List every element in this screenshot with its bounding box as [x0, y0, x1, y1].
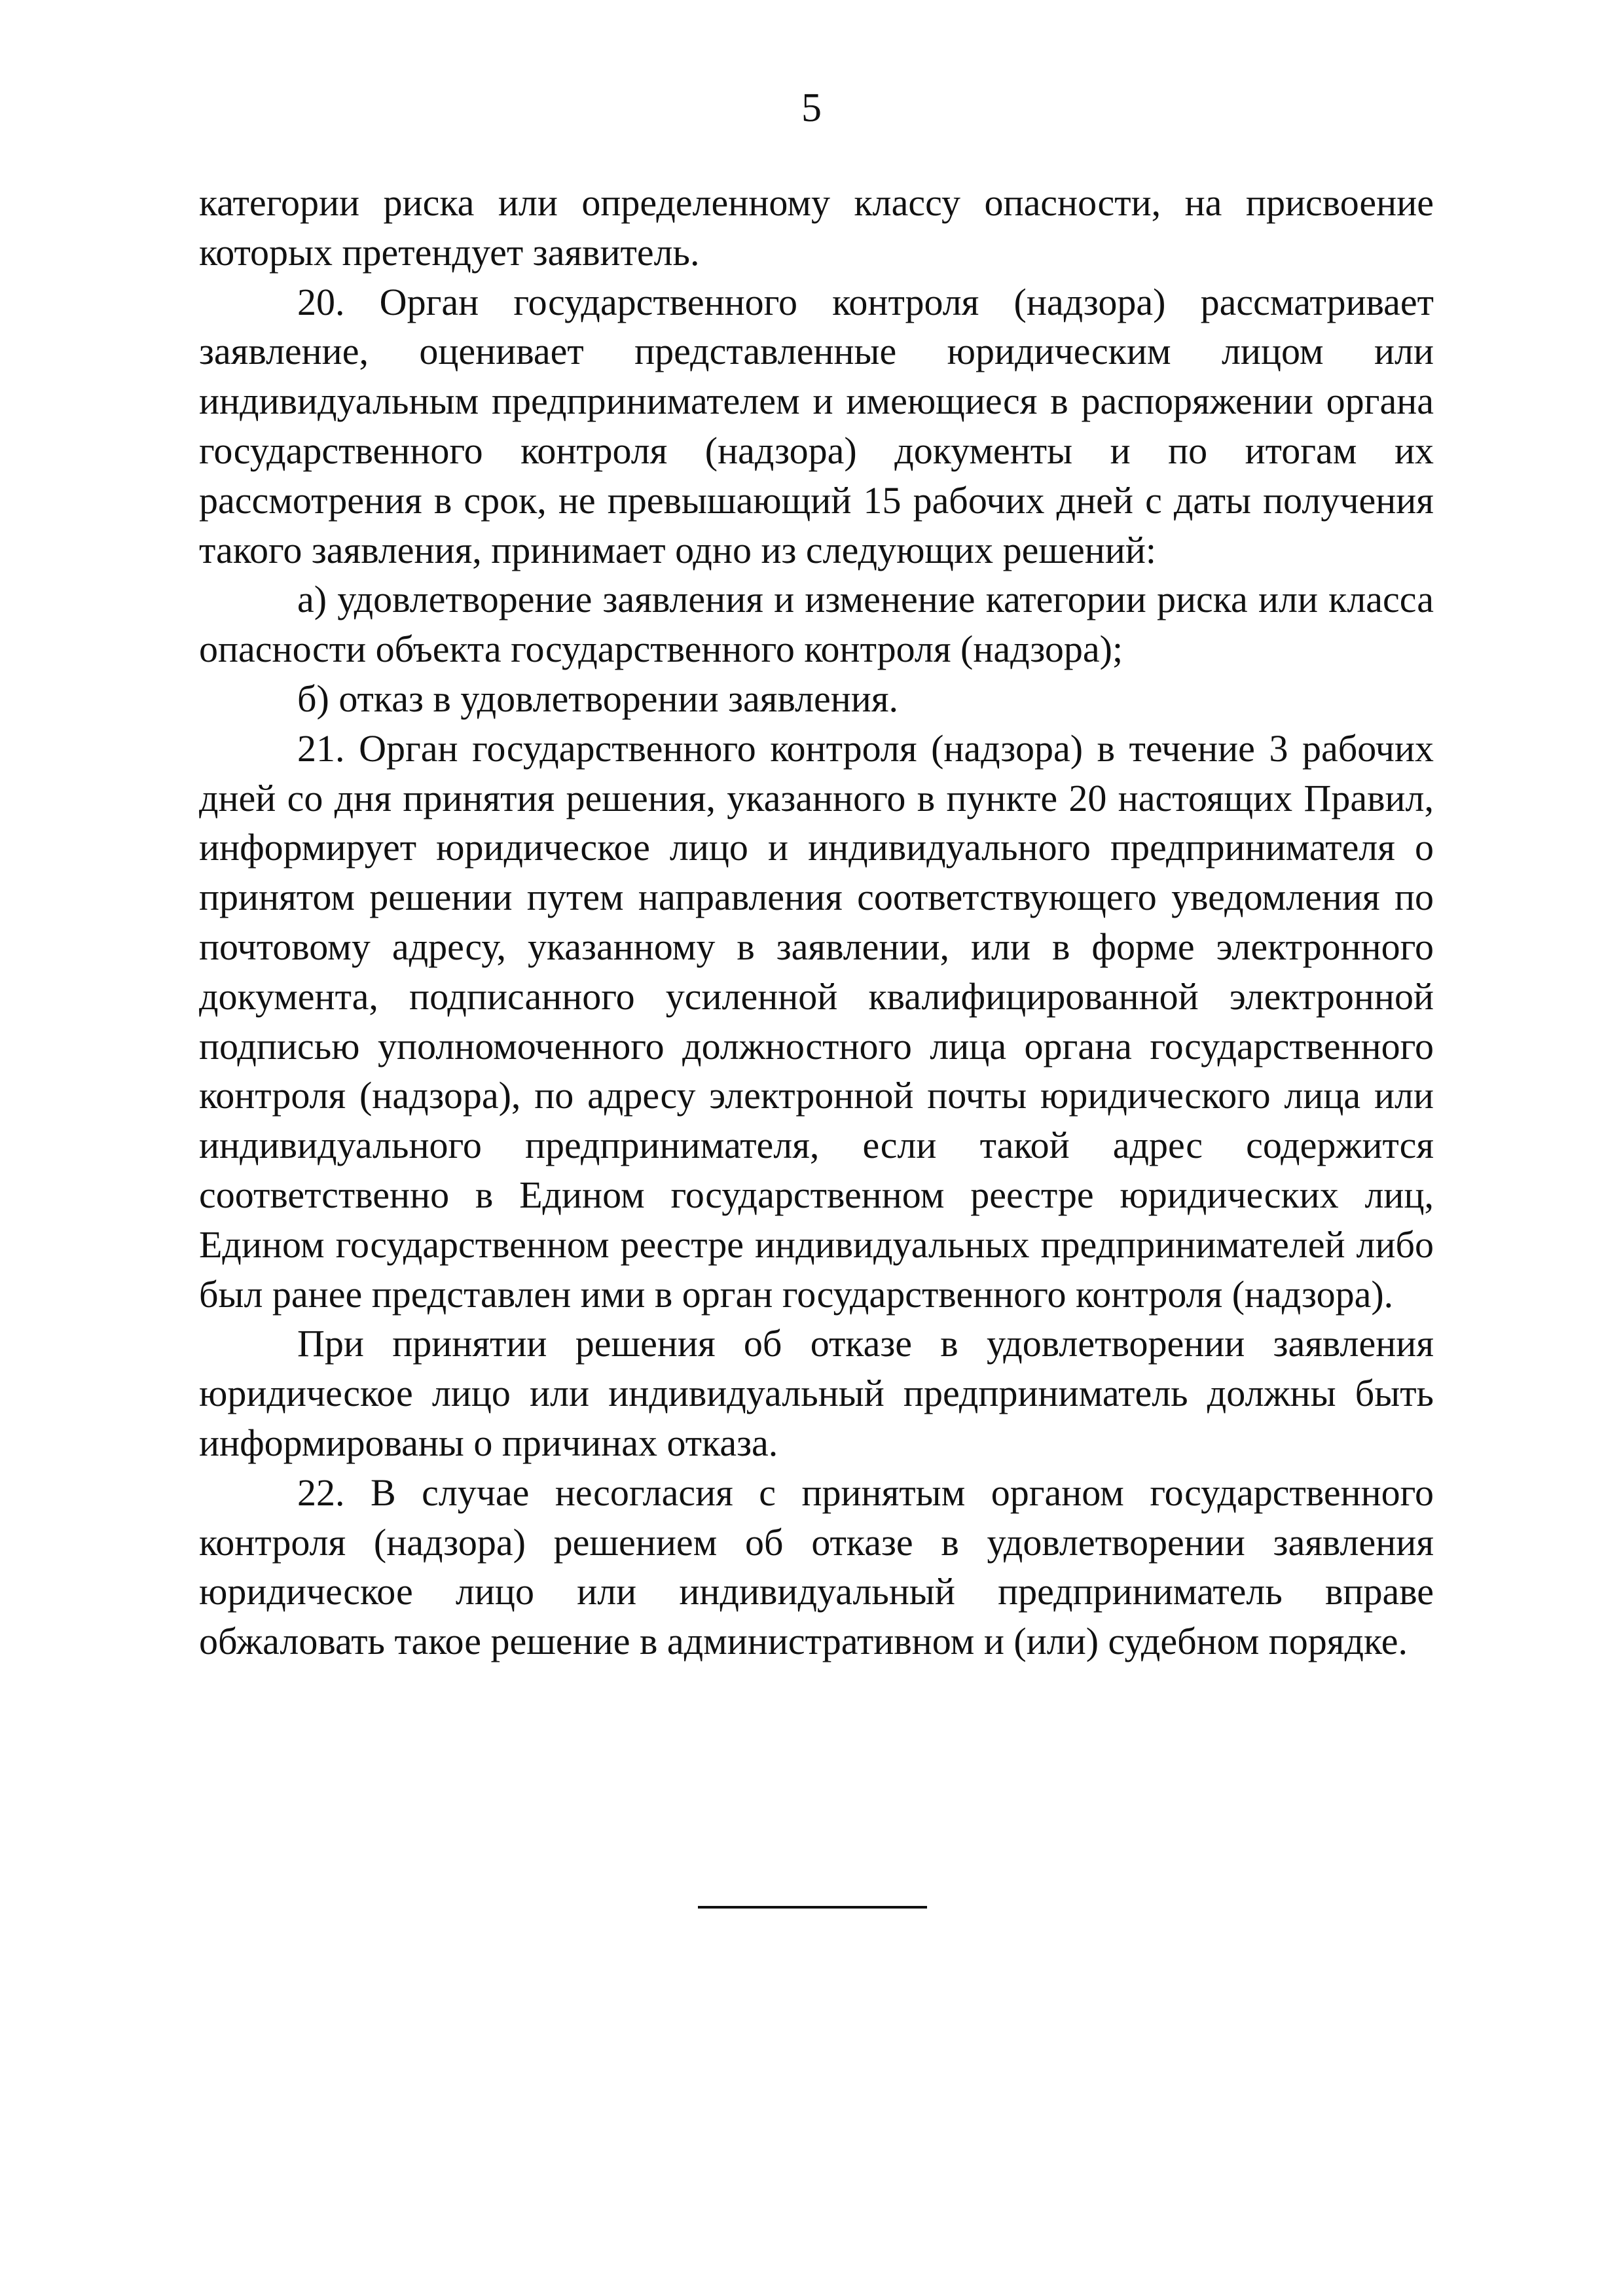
- page-number: 5: [801, 86, 822, 130]
- paragraph-continuation: категории риска или определенному классу опасности, на присвоение которых претендует заявитель.: [199, 181, 1434, 274]
- paragraph-clause-21: 21. Орган государственного контроля (надзора) в течение 3 рабочих дней со дня принятия решения, указанного в пункте 20 настоящих Правил, информирует юридическое лицо и индивидуального предпринимателя о принятом решении путем направления соответствующего уведомления по почтовому адресу, указанному в заявлении, или в форме электронного документа, подписанного усиленной квалифицированной электронной подписью уполномоченного должностного лица органа государственного контроля (надзора), по адресу электронной почты юридического лица или индивидуального предпринимателя, если такой адрес содержится соответственно в Едином государственном реестре юридических лиц, Едином государственном реестре индивидуальных предпринимателей либо был ранее представлен ими в орган государственного контроля (надзора).: [199, 726, 1434, 1316]
- paragraph-refusal-reasons: При принятии решения об отказе в удовлетворении заявления юридическое лицо или индивидуальный предприниматель должны быть информированы о причинах отказа.: [199, 1322, 1434, 1464]
- paragraph-clause-20: 20. Орган государственного контроля (надзора) рассматривает заявление, оценивает представленные юридическим лицом или индивидуальным предпринимателем и имеющиеся в распоряжении органа государственного контроля (надзора) документы и по итогам их рассмотрения в срок, не превышающий 15 рабочих дней с даты получения такого заявления, принимает одно из следующих решений:: [199, 280, 1434, 571]
- closing-divider-line: [698, 1906, 927, 1909]
- paragraph-item-b: б) отказ в удовлетворении заявления.: [297, 677, 899, 720]
- paragraph-clause-22: 22. В случае несогласия с принятым органом государственного контроля (надзора) решением об отказе в удовлетворении заявления юридическое лицо или индивидуальный предприниматель вправе обжаловать такое решение в административном и (или) судебном порядке.: [199, 1471, 1434, 1663]
- document-body: [199, 178, 1434, 1666]
- paragraph-item-a: а) удовлетворение заявления и изменение категории риска или класса опасности объекта государственного контроля (надзора);: [199, 578, 1434, 671]
